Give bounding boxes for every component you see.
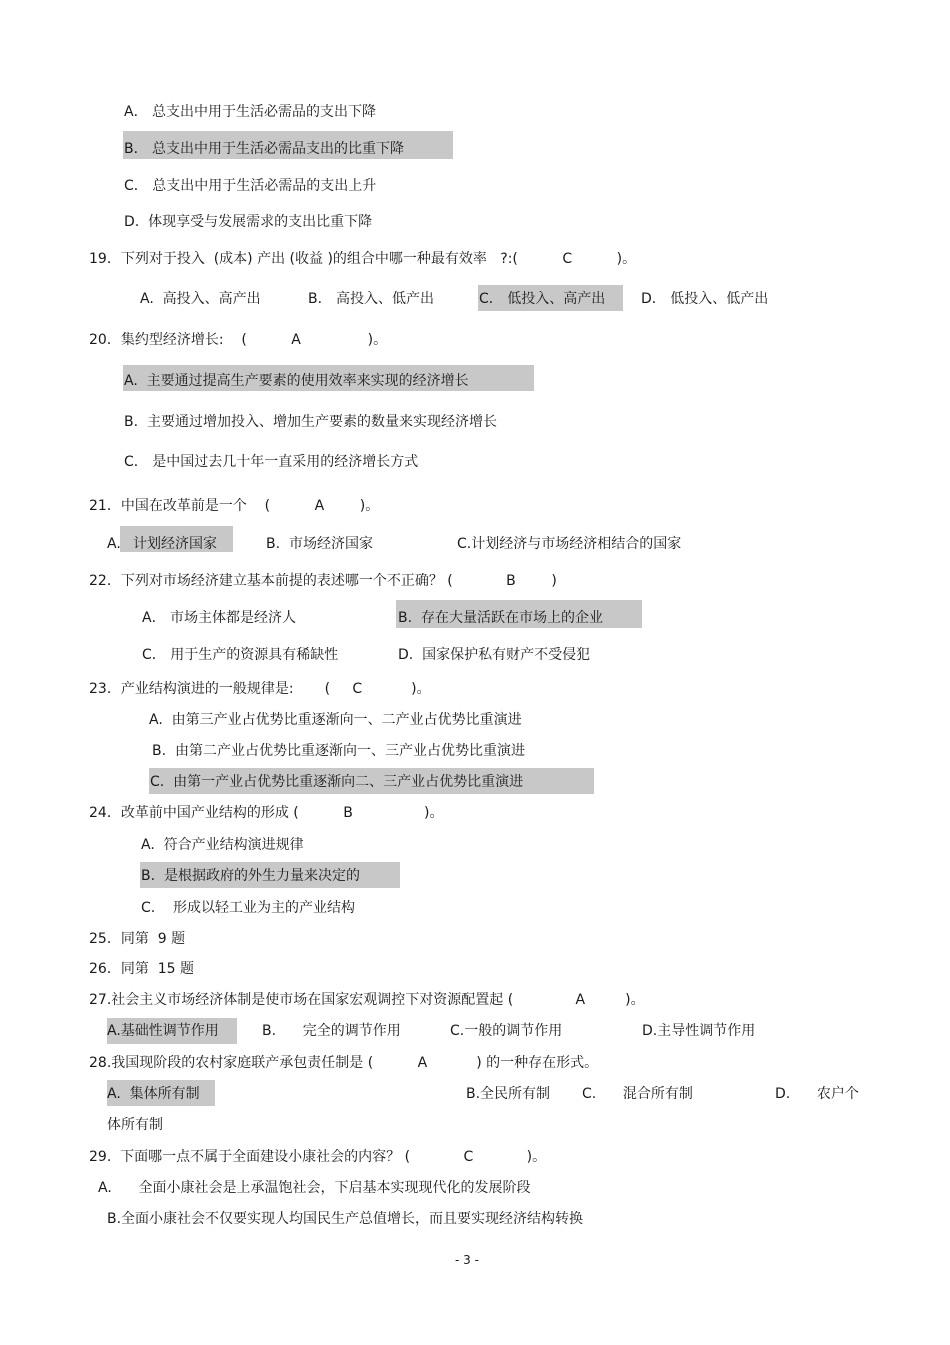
q27-stem: 27.社会主义市场经济体制是使市场在国家宏观调控下对资源配置起 ( A )。 — [89, 992, 645, 1008]
q28-stem: 28.我国现阶段的农村家庭联产承包责任制是 ( A ) 的一种存在形式。 — [89, 1055, 599, 1071]
q28-option-b: B.全民所有制 — [466, 1086, 551, 1102]
q26-stem: 26．同第 15 题 — [89, 961, 194, 977]
q19-stem: 19．下列对于投入 (成本) 产出 (收益 )的组合中哪一种最有效率 ?:( C )。 — [89, 251, 637, 267]
q22-option-a: A． 市场主体都是经济人 — [142, 610, 297, 626]
q19-option-a: A. 高投入、高产出 — [140, 291, 261, 307]
q24-option-a: A. 符合产业结构演进规律 — [141, 837, 304, 853]
page-number: - 3 - — [455, 1253, 479, 1267]
q18-option-b: B． 总支出中用于生活必需品支出的比重下降 — [124, 141, 405, 157]
q28-option-a: A. 集体所有制 — [107, 1086, 200, 1102]
q21-option-c: C.计划经济与市场经济相结合的国家 — [457, 536, 682, 552]
q18-option-d: D. 体现享受与发展需求的支出比重下降 — [124, 214, 373, 230]
q27-option-a: A.基础性调节作用 — [107, 1023, 219, 1039]
q22-option-d: D. 国家保护私有财产不受侵犯 — [398, 647, 591, 663]
q19-option-d: D． 低投入、低产出 — [641, 291, 769, 307]
q23-stem: 23．产业结构演进的一般规律是: ( C )。 — [89, 681, 431, 697]
q22-option-c: C． 用于生产的资源具有稀缺性 — [142, 647, 339, 663]
q29-option-a: A. 全面小康社会是上承温饱社会，下启基本实现现代化的发展阶段 — [98, 1180, 531, 1196]
q23-option-b: B. 由第二产业占优势比重逐渐向一、三产业占优势比重演进 — [152, 743, 525, 759]
q21-option-a: 计划经济国家 — [133, 536, 217, 552]
q20-option-a: A. 主要通过提高生产要素的使用效率来实现的经济增长 — [124, 373, 469, 389]
q19-option-c: C． 低投入、高产出 — [479, 291, 606, 307]
q18-option-c: C． 总支出中用于生活必需品的支出上升 — [124, 178, 377, 194]
q23-option-c: C. 由第一产业占优势比重逐渐向二、三产业占优势比重演进 — [150, 774, 524, 790]
q21-option-b: B. 市场经济国家 — [266, 536, 373, 552]
q20-stem: 20．集约型经济增长: ( A )。 — [89, 332, 388, 348]
q22-option-b: B. 存在大量活跃在市场上的企业 — [398, 610, 603, 626]
q21-option-a-letter: A. — [107, 536, 121, 552]
q24-option-b: B. 是根据政府的外生力量来决定的 — [141, 868, 360, 884]
q24-stem: 24．改革前中国产业结构的形成 ( B )。 — [89, 805, 444, 821]
q23-option-a: A. 由第三产业占优势比重逐渐向一、二产业占优势比重演进 — [149, 712, 522, 728]
q27-option-b: B. 完全的调节作用 — [262, 1023, 401, 1039]
q27-option-c: C.一般的调节作用 — [450, 1023, 563, 1039]
q18-option-a: A． 总支出中用于生活必需品的支出下降 — [124, 104, 377, 120]
q28-option-c: C. 混合所有制 — [582, 1086, 693, 1102]
q29-stem: 29. 下面哪一点不属于全面建设小康社会的内容？ ( C )。 — [89, 1149, 547, 1165]
q21-stem: 21．中国在改革前是一个 ( A )。 — [89, 498, 380, 514]
q29-option-b: B.全面小康社会不仅要实现人均国民生产总值增长，而且要实现经济结构转换 — [107, 1211, 584, 1227]
q24-option-c: C. 形成以轻工业为主的产业结构 — [141, 900, 356, 916]
q27-option-d: D.主导性调节作用 — [642, 1023, 756, 1039]
q19-option-b: B． 高投入、低产出 — [308, 291, 435, 307]
q28-option-d-continued: 体所有制 — [107, 1117, 163, 1133]
q25-stem: 25．同第 9 题 — [89, 931, 186, 947]
q20-option-b: B. 主要通过增加投入、增加生产要素的数量来实现经济增长 — [124, 414, 497, 430]
q20-option-c: C． 是中国过去几十年一直采用的经济增长方式 — [124, 454, 419, 470]
q22-stem: 22．下列对市场经济建立基本前提的表述哪一个不正确？ ( B ) — [89, 573, 557, 589]
q28-option-d: D. 农户个 — [775, 1086, 859, 1102]
